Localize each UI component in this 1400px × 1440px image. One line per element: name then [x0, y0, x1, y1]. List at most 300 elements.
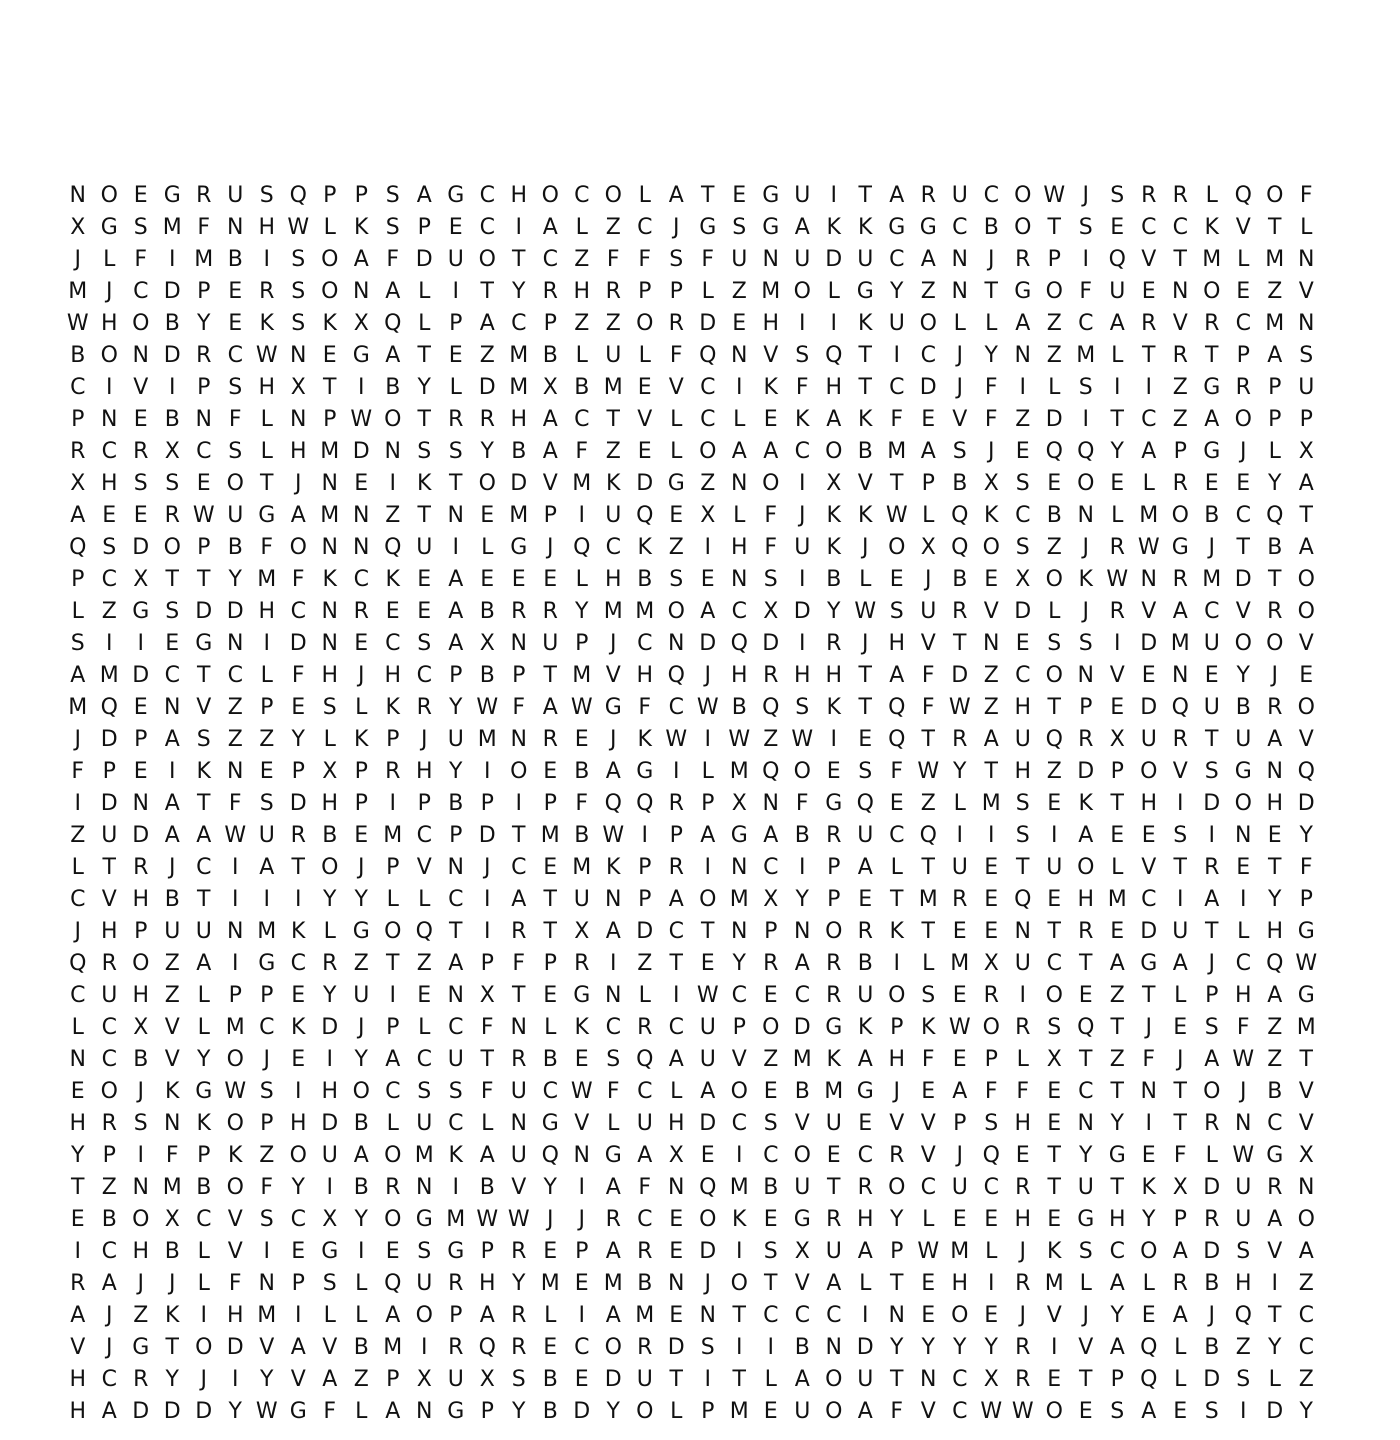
letter-cell[interactable]: A: [196, 823, 212, 848]
letter-cell[interactable]: I: [704, 727, 711, 752]
letter-cell[interactable]: D: [1140, 631, 1158, 656]
letter-cell[interactable]: I: [137, 1143, 144, 1168]
letter-cell[interactable]: R: [920, 183, 936, 208]
letter-cell[interactable]: E: [228, 311, 243, 336]
letter-cell[interactable]: C: [1235, 951, 1251, 976]
letter-cell[interactable]: A: [385, 343, 401, 368]
letter-cell[interactable]: M: [320, 439, 340, 464]
letter-cell[interactable]: K: [858, 215, 873, 240]
letter-cell[interactable]: C: [1141, 215, 1157, 240]
letter-cell[interactable]: O: [604, 183, 622, 208]
letter-cell[interactable]: L: [733, 503, 746, 528]
letter-cell[interactable]: A: [605, 1303, 621, 1328]
letter-cell[interactable]: O: [982, 535, 1000, 560]
letter-cell[interactable]: N: [227, 215, 244, 240]
letter-cell[interactable]: E: [952, 1207, 967, 1232]
letter-cell[interactable]: Y: [323, 887, 337, 912]
letter-cell[interactable]: V: [1235, 599, 1251, 624]
letter-cell[interactable]: E: [1015, 1143, 1030, 1168]
letter-cell[interactable]: U: [920, 599, 937, 624]
letter-cell[interactable]: N: [447, 855, 464, 880]
letter-cell[interactable]: B: [574, 823, 590, 848]
letter-cell[interactable]: F: [669, 343, 683, 368]
letter-cell[interactable]: D: [636, 919, 654, 944]
letter-cell[interactable]: A: [1109, 1271, 1125, 1296]
letter-cell[interactable]: Y: [1268, 887, 1282, 912]
letter-cell[interactable]: C: [227, 343, 243, 368]
letter-cell[interactable]: P: [1110, 1367, 1124, 1392]
letter-cell[interactable]: G: [163, 183, 181, 208]
letter-cell[interactable]: T: [449, 471, 463, 496]
letter-cell[interactable]: I: [830, 727, 837, 752]
letter-cell[interactable]: W: [476, 1207, 499, 1232]
letter-cell[interactable]: A: [1267, 983, 1283, 1008]
letter-cell[interactable]: C: [1078, 1079, 1094, 1104]
letter-cell[interactable]: J: [1240, 439, 1247, 464]
letter-cell[interactable]: G: [1014, 279, 1032, 304]
letter-cell[interactable]: T: [1016, 855, 1030, 880]
letter-cell[interactable]: R: [1172, 471, 1188, 496]
letter-cell[interactable]: R: [1015, 1367, 1031, 1392]
letter-cell[interactable]: Y: [606, 1399, 620, 1424]
letter-cell[interactable]: G: [667, 471, 685, 496]
letter-cell[interactable]: T: [197, 567, 211, 592]
letter-cell[interactable]: T: [732, 1367, 746, 1392]
letter-cell[interactable]: I: [673, 983, 680, 1008]
letter-cell[interactable]: A: [857, 1239, 873, 1264]
letter-cell[interactable]: D: [699, 1111, 717, 1136]
letter-cell[interactable]: H: [289, 1111, 307, 1136]
letter-cell[interactable]: U: [857, 1367, 874, 1392]
letter-cell[interactable]: K: [385, 695, 400, 720]
letter-cell[interactable]: J: [1177, 1047, 1184, 1072]
letter-cell[interactable]: D: [825, 247, 843, 272]
letter-cell[interactable]: P: [449, 663, 463, 688]
letter-cell[interactable]: H: [604, 567, 622, 592]
letter-cell[interactable]: M: [1202, 247, 1222, 272]
letter-cell[interactable]: E: [1047, 1207, 1062, 1232]
letter-cell[interactable]: T: [984, 279, 998, 304]
letter-cell[interactable]: T: [291, 855, 305, 880]
letter-cell[interactable]: E: [1015, 439, 1030, 464]
letter-cell[interactable]: K: [417, 471, 432, 496]
letter-cell[interactable]: Z: [1046, 759, 1062, 784]
letter-cell[interactable]: Q: [888, 695, 906, 720]
letter-cell[interactable]: E: [1110, 215, 1125, 240]
letter-cell[interactable]: N: [321, 535, 338, 560]
letter-cell[interactable]: R: [1015, 1015, 1031, 1040]
letter-cell[interactable]: T: [1173, 247, 1187, 272]
letter-cell[interactable]: A: [605, 919, 621, 944]
letter-cell[interactable]: S: [70, 631, 85, 656]
letter-cell[interactable]: K: [763, 375, 778, 400]
letter-cell[interactable]: S: [259, 1207, 274, 1232]
letter-cell[interactable]: R: [1267, 599, 1283, 624]
letter-cell[interactable]: E: [1141, 1303, 1156, 1328]
letter-cell[interactable]: N: [794, 919, 811, 944]
letter-cell[interactable]: V: [133, 375, 149, 400]
letter-cell[interactable]: C: [920, 1175, 936, 1200]
letter-cell[interactable]: V: [1298, 631, 1314, 656]
letter-cell[interactable]: Q: [699, 1175, 717, 1200]
letter-cell[interactable]: I: [1177, 791, 1184, 816]
letter-cell[interactable]: I: [1082, 407, 1089, 432]
letter-cell[interactable]: A: [479, 311, 495, 336]
letter-cell[interactable]: R: [101, 1111, 117, 1136]
letter-cell[interactable]: A: [511, 887, 527, 912]
letter-cell[interactable]: Y: [921, 1335, 935, 1360]
letter-cell[interactable]: C: [542, 247, 558, 272]
letter-cell[interactable]: J: [421, 727, 428, 752]
letter-cell[interactable]: E: [543, 1239, 558, 1264]
letter-cell[interactable]: P: [323, 183, 337, 208]
letter-cell[interactable]: U: [1235, 1207, 1252, 1232]
letter-cell[interactable]: A: [164, 727, 180, 752]
letter-cell[interactable]: M: [509, 375, 529, 400]
letter-cell[interactable]: I: [767, 1335, 774, 1360]
letter-cell[interactable]: U: [1235, 1175, 1252, 1200]
letter-cell[interactable]: O: [478, 247, 496, 272]
letter-cell[interactable]: B: [479, 599, 495, 624]
letter-cell[interactable]: G: [258, 951, 276, 976]
letter-cell[interactable]: M: [162, 1175, 182, 1200]
letter-cell[interactable]: L: [323, 215, 336, 240]
letter-cell[interactable]: E: [984, 1207, 999, 1232]
letter-cell[interactable]: I: [74, 791, 81, 816]
letter-cell[interactable]: P: [764, 919, 778, 944]
letter-cell[interactable]: E: [669, 1239, 684, 1264]
letter-cell[interactable]: F: [71, 759, 85, 784]
letter-cell[interactable]: L: [733, 407, 746, 432]
letter-cell[interactable]: T: [953, 631, 967, 656]
letter-cell[interactable]: U: [1014, 951, 1031, 976]
letter-cell[interactable]: N: [951, 247, 968, 272]
letter-cell[interactable]: K: [574, 1015, 589, 1040]
letter-cell[interactable]: R: [763, 951, 779, 976]
letter-cell[interactable]: V: [637, 407, 653, 432]
letter-cell[interactable]: A: [637, 1143, 653, 1168]
letter-cell[interactable]: Z: [1172, 407, 1188, 432]
letter-cell[interactable]: Q: [478, 1335, 496, 1360]
letter-cell[interactable]: L: [1205, 1143, 1218, 1168]
letter-cell[interactable]: Y: [323, 983, 337, 1008]
letter-cell[interactable]: Z: [637, 951, 653, 976]
letter-cell[interactable]: J: [1208, 535, 1215, 560]
letter-cell[interactable]: M: [162, 215, 182, 240]
letter-cell[interactable]: Z: [164, 983, 180, 1008]
letter-cell[interactable]: E: [1236, 855, 1251, 880]
letter-cell[interactable]: E: [417, 599, 432, 624]
letter-cell[interactable]: Y: [795, 887, 809, 912]
letter-cell[interactable]: K: [196, 759, 211, 784]
letter-cell[interactable]: E: [1141, 663, 1156, 688]
letter-cell[interactable]: O: [132, 1207, 150, 1232]
letter-cell[interactable]: L: [197, 1239, 210, 1264]
letter-cell[interactable]: C: [290, 599, 306, 624]
letter-cell[interactable]: E: [1078, 1399, 1093, 1424]
letter-cell[interactable]: W: [1043, 183, 1066, 208]
letter-cell[interactable]: C: [889, 823, 905, 848]
letter-cell[interactable]: Y: [512, 1399, 526, 1424]
letter-cell[interactable]: P: [638, 855, 652, 880]
letter-cell[interactable]: S: [763, 1111, 778, 1136]
letter-cell[interactable]: O: [100, 183, 118, 208]
letter-cell[interactable]: L: [670, 407, 683, 432]
letter-cell[interactable]: O: [1171, 503, 1189, 528]
letter-cell[interactable]: V: [920, 1111, 936, 1136]
letter-cell[interactable]: L: [260, 439, 273, 464]
letter-cell[interactable]: I: [74, 1239, 81, 1264]
letter-cell[interactable]: G: [730, 823, 748, 848]
letter-cell[interactable]: P: [512, 663, 526, 688]
letter-cell[interactable]: O: [226, 1111, 244, 1136]
letter-cell[interactable]: O: [699, 887, 717, 912]
letter-cell[interactable]: W: [287, 215, 310, 240]
letter-cell[interactable]: U: [164, 919, 181, 944]
letter-cell[interactable]: T: [858, 183, 872, 208]
letter-cell[interactable]: O: [1234, 407, 1252, 432]
letter-cell[interactable]: A: [920, 247, 936, 272]
letter-cell[interactable]: S: [133, 471, 148, 496]
letter-cell[interactable]: U: [447, 1367, 464, 1392]
letter-cell[interactable]: O: [825, 1399, 843, 1424]
letter-cell[interactable]: D: [573, 1399, 591, 1424]
letter-cell[interactable]: M: [635, 599, 655, 624]
letter-cell[interactable]: W: [728, 727, 751, 752]
letter-cell[interactable]: R: [1235, 375, 1251, 400]
letter-cell[interactable]: L: [71, 1015, 84, 1040]
letter-cell[interactable]: O: [1234, 791, 1252, 816]
letter-cell[interactable]: I: [452, 1175, 459, 1200]
letter-cell[interactable]: R: [826, 631, 842, 656]
letter-cell[interactable]: M: [572, 471, 592, 496]
letter-cell[interactable]: S: [1015, 823, 1030, 848]
letter-cell[interactable]: L: [953, 791, 966, 816]
letter-cell[interactable]: C: [920, 343, 936, 368]
letter-cell[interactable]: M: [540, 823, 560, 848]
letter-cell[interactable]: F: [228, 791, 242, 816]
letter-cell[interactable]: L: [355, 1271, 368, 1296]
letter-cell[interactable]: L: [985, 311, 998, 336]
letter-cell[interactable]: M: [383, 823, 403, 848]
letter-cell[interactable]: U: [1172, 919, 1189, 944]
letter-cell[interactable]: L: [197, 983, 210, 1008]
letter-cell[interactable]: X: [1046, 1047, 1062, 1072]
letter-cell[interactable]: R: [353, 599, 369, 624]
letter-cell[interactable]: P: [1047, 247, 1061, 272]
letter-cell[interactable]: N: [1014, 343, 1031, 368]
letter-cell[interactable]: T: [858, 695, 872, 720]
letter-cell[interactable]: L: [355, 1303, 368, 1328]
letter-cell[interactable]: M: [414, 1143, 434, 1168]
letter-cell[interactable]: J: [106, 1335, 113, 1360]
letter-cell[interactable]: D: [132, 823, 150, 848]
letter-cell[interactable]: D: [163, 1399, 181, 1424]
letter-cell[interactable]: O: [289, 1143, 307, 1168]
letter-cell[interactable]: C: [605, 1015, 621, 1040]
letter-cell[interactable]: O: [541, 183, 559, 208]
letter-cell[interactable]: M: [509, 343, 529, 368]
letter-cell[interactable]: J: [1019, 1239, 1026, 1264]
letter-cell[interactable]: A: [196, 951, 212, 976]
letter-cell[interactable]: G: [825, 1015, 843, 1040]
letter-cell[interactable]: O: [195, 1335, 213, 1360]
letter-cell[interactable]: L: [386, 887, 399, 912]
letter-cell[interactable]: A: [857, 855, 873, 880]
letter-cell[interactable]: S: [952, 439, 967, 464]
letter-cell[interactable]: N: [101, 407, 118, 432]
letter-cell[interactable]: J: [988, 439, 995, 464]
letter-cell[interactable]: C: [290, 951, 306, 976]
letter-cell[interactable]: R: [857, 1175, 873, 1200]
letter-cell[interactable]: P: [1173, 439, 1187, 464]
letter-cell[interactable]: Q: [384, 311, 402, 336]
letter-cell[interactable]: N: [164, 1111, 181, 1136]
letter-cell[interactable]: C: [574, 1335, 590, 1360]
letter-cell[interactable]: N: [290, 407, 307, 432]
letter-cell[interactable]: T: [417, 343, 431, 368]
letter-cell[interactable]: V: [920, 1399, 936, 1424]
letter-cell[interactable]: Y: [984, 343, 998, 368]
letter-cell[interactable]: T: [197, 791, 211, 816]
letter-cell[interactable]: F: [606, 1079, 620, 1104]
letter-cell[interactable]: E: [921, 1079, 936, 1104]
letter-cell[interactable]: O: [636, 1399, 654, 1424]
letter-cell[interactable]: I: [484, 759, 491, 784]
letter-cell[interactable]: E: [1141, 823, 1156, 848]
letter-cell[interactable]: F: [984, 1079, 998, 1104]
letter-cell[interactable]: F: [386, 247, 400, 272]
letter-cell[interactable]: V: [1235, 215, 1251, 240]
letter-cell[interactable]: Y: [1268, 471, 1282, 496]
letter-cell[interactable]: B: [794, 1335, 810, 1360]
letter-cell[interactable]: I: [263, 1239, 270, 1264]
letter-cell[interactable]: U: [888, 311, 905, 336]
letter-cell[interactable]: A: [857, 1047, 873, 1072]
letter-cell[interactable]: H: [1266, 919, 1284, 944]
letter-cell[interactable]: M: [572, 855, 592, 880]
letter-cell[interactable]: T: [890, 471, 904, 496]
letter-cell[interactable]: E: [574, 1367, 589, 1392]
letter-cell[interactable]: C: [290, 1207, 306, 1232]
letter-cell[interactable]: A: [857, 1399, 873, 1424]
letter-cell[interactable]: A: [385, 1303, 401, 1328]
letter-cell[interactable]: L: [890, 855, 903, 880]
letter-cell[interactable]: P: [638, 279, 652, 304]
letter-cell[interactable]: Z: [1298, 1271, 1314, 1296]
letter-cell[interactable]: N: [416, 1175, 433, 1200]
letter-cell[interactable]: H: [69, 1399, 87, 1424]
letter-cell[interactable]: C: [101, 1239, 117, 1264]
letter-cell[interactable]: L: [418, 1015, 431, 1040]
letter-cell[interactable]: B: [731, 695, 747, 720]
letter-cell[interactable]: F: [134, 247, 148, 272]
letter-cell[interactable]: P: [890, 1239, 904, 1264]
letter-cell[interactable]: I: [263, 631, 270, 656]
letter-cell[interactable]: U: [447, 1047, 464, 1072]
letter-cell[interactable]: R: [826, 823, 842, 848]
letter-cell[interactable]: K: [448, 1143, 463, 1168]
letter-cell[interactable]: A: [794, 1367, 810, 1392]
letter-cell[interactable]: P: [1299, 887, 1313, 912]
letter-cell[interactable]: H: [510, 183, 528, 208]
letter-cell[interactable]: Q: [636, 791, 654, 816]
letter-cell[interactable]: E: [1110, 471, 1125, 496]
letter-cell[interactable]: U: [353, 983, 370, 1008]
letter-cell[interactable]: U: [258, 823, 275, 848]
letter-cell[interactable]: H: [1014, 695, 1032, 720]
letter-cell[interactable]: C: [196, 855, 212, 880]
letter-cell[interactable]: M: [1076, 343, 1096, 368]
letter-cell[interactable]: V: [574, 1111, 590, 1136]
letter-cell[interactable]: C: [227, 663, 243, 688]
letter-cell[interactable]: O: [730, 1079, 748, 1104]
letter-cell[interactable]: L: [355, 695, 368, 720]
letter-cell[interactable]: T: [921, 727, 935, 752]
letter-cell[interactable]: V: [1298, 279, 1314, 304]
letter-cell[interactable]: Y: [1268, 1335, 1282, 1360]
letter-cell[interactable]: J: [547, 1207, 554, 1232]
letter-cell[interactable]: T: [543, 919, 557, 944]
letter-cell[interactable]: A: [353, 247, 369, 272]
letter-cell[interactable]: J: [169, 855, 176, 880]
letter-cell[interactable]: C: [1235, 311, 1251, 336]
letter-cell[interactable]: E: [133, 407, 148, 432]
letter-cell[interactable]: L: [859, 1271, 872, 1296]
letter-cell[interactable]: E: [480, 567, 495, 592]
letter-cell[interactable]: E: [543, 983, 558, 1008]
letter-cell[interactable]: T: [1110, 791, 1124, 816]
letter-cell[interactable]: S: [921, 983, 936, 1008]
letter-cell[interactable]: A: [794, 951, 810, 976]
letter-cell[interactable]: E: [354, 823, 369, 848]
letter-cell[interactable]: T: [701, 183, 715, 208]
letter-cell[interactable]: O: [1140, 759, 1158, 784]
letter-cell[interactable]: E: [763, 1207, 778, 1232]
letter-cell[interactable]: P: [354, 183, 368, 208]
letter-cell[interactable]: C: [700, 375, 716, 400]
letter-cell[interactable]: R: [448, 1271, 464, 1296]
letter-cell[interactable]: E: [1173, 1399, 1188, 1424]
letter-cell[interactable]: K: [858, 407, 873, 432]
letter-cell[interactable]: X: [164, 1207, 180, 1232]
letter-cell[interactable]: K: [637, 535, 652, 560]
letter-cell[interactable]: K: [291, 919, 306, 944]
letter-cell[interactable]: L: [481, 1111, 494, 1136]
letter-cell[interactable]: N: [69, 1047, 86, 1072]
letter-cell[interactable]: J: [862, 535, 869, 560]
letter-cell[interactable]: A: [542, 695, 558, 720]
letter-cell[interactable]: E: [1047, 471, 1062, 496]
letter-cell[interactable]: A: [1298, 535, 1314, 560]
letter-cell[interactable]: O: [825, 1367, 843, 1392]
letter-cell[interactable]: R: [574, 951, 590, 976]
letter-cell[interactable]: C: [101, 567, 117, 592]
letter-cell[interactable]: E: [1015, 631, 1030, 656]
letter-cell[interactable]: N: [951, 279, 968, 304]
letter-cell[interactable]: S: [291, 279, 306, 304]
letter-cell[interactable]: P: [575, 631, 589, 656]
letter-cell[interactable]: T: [1205, 727, 1219, 752]
letter-cell[interactable]: R: [637, 1239, 653, 1264]
letter-cell[interactable]: S: [133, 215, 148, 240]
letter-cell[interactable]: B: [322, 823, 338, 848]
letter-cell[interactable]: M: [257, 1303, 277, 1328]
letter-cell[interactable]: L: [323, 919, 336, 944]
letter-cell[interactable]: Y: [417, 375, 431, 400]
letter-cell[interactable]: V: [1141, 599, 1157, 624]
letter-cell[interactable]: E: [984, 919, 999, 944]
